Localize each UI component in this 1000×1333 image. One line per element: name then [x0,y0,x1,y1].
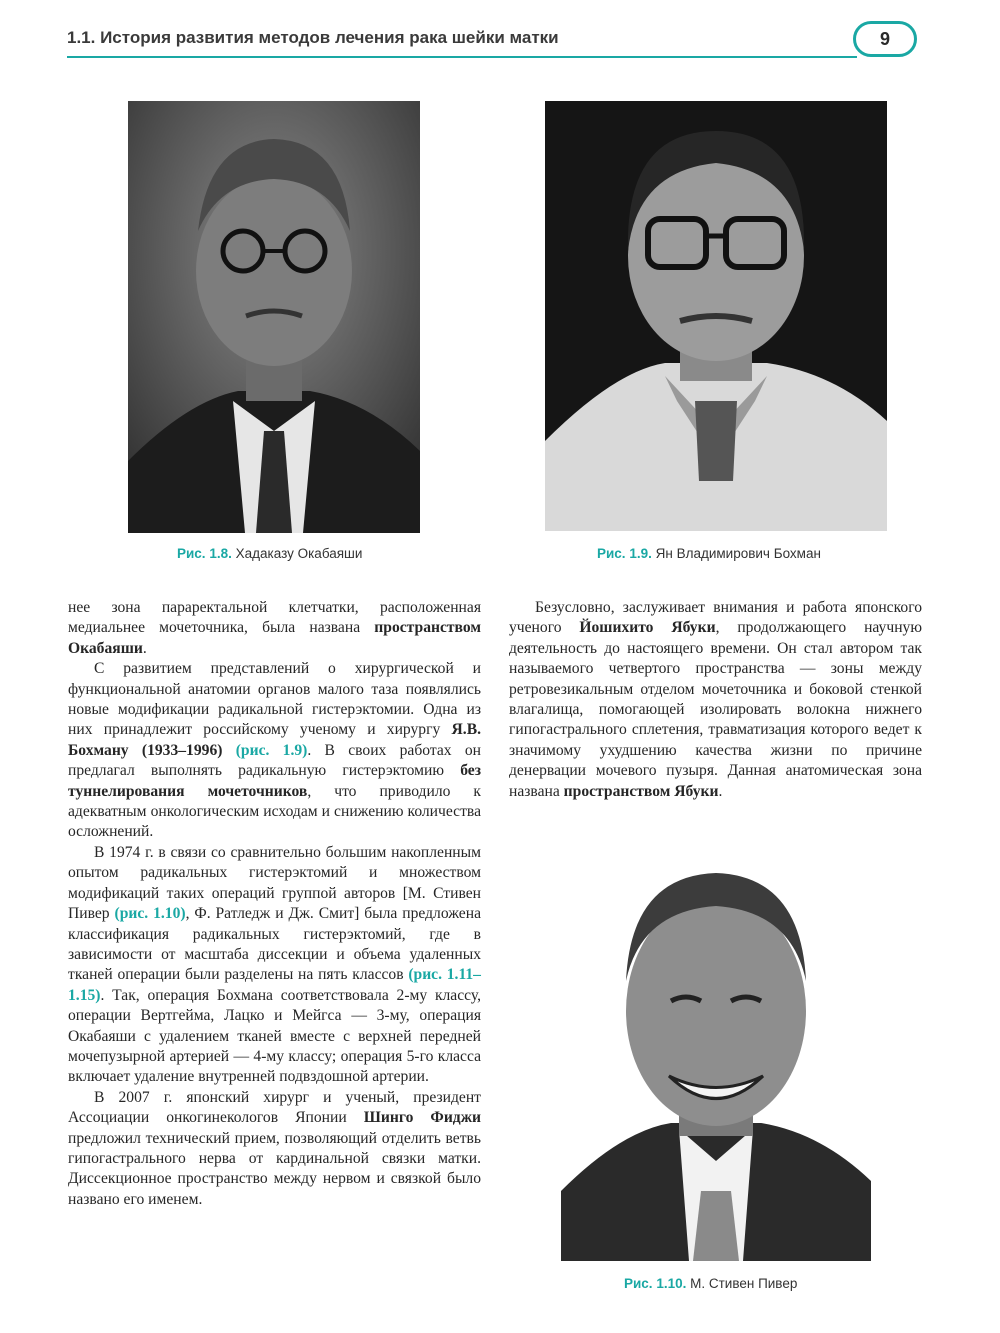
term: Шинго Фиджи [363,1109,481,1127]
header-divider [67,56,857,58]
term: пространством Ябуки [563,782,719,800]
page-number-badge: 9 [853,21,917,57]
portrait-photo-bokhman [545,101,887,531]
portrait-photo-okabayashi [128,101,420,533]
figure-caption-1-8 [177,546,362,561]
figure-label: Рис. 1.10. [624,1276,687,1291]
paragraph: Безусловно, заслуживает внимания и работа японского ученого Йошихито Ябуки, продолжающего научную деятельность до настоящего времени. Он стал автором так называемого четвертого пространства — зоны между ретровезикальным отделом мочеточника и боковой стенкой влагалища, помогающей изолировать волокна нижнего гипогастрального сплетения, травматизация которого ведет к значимому ухудшению качества жизни по причине денервации мочевого пузыря. Данная анатомическая зона названа пространством Ябуки. [509,599,922,800]
term: Я.В. Бохману (1933–1996) [68,721,481,759]
term: пространством Окабаяши [68,619,481,657]
figure-reference-link[interactable]: (рис. 1.10) [114,905,186,923]
term: Йошихито Ябуки [579,619,716,637]
paragraph: В 1974 г. в связи со сравнительно большим накопленным опытом радикальных гистерэктомий и множеством модификаций таких операций группой авторов [М. Стивен Пивер (рис. 1.10), Ф. Ратледж и Дж. Смит] была предложена классификация радикальных гистерэктомий, где в зависимости от масштаба диссекции и объема удаленных тканей операции были разделены на пять классов (рис. 1.11–1.15). Так, операция Бохмана соответствовала 2-му классу, операции Вертгейма, Лацко и Мейгса — 3-му, операция Окабаяши с удалением тканей вместе с верхней передней мочепузырной артерией — 4-му классу; операция 5-го класса включает удаление внутренней подвздошной артерии. [68,843,481,1086]
right-text-column [509,598,922,802]
paragraph: С развитием представлений о хирургической и функциональной анатомии органов малого таза появлялись новые модификации радикальной гистерэктомии. Одна из них принадлежит российскому ученому и хирургу Я.В. Бохману (1933–1996) (рис. 1.9). В своих работах он предлагал выполнять радикальную гистерэктомию без туннелирования мочеточников, что приводило к адекватным онкологическим исходам и снижению количества осложнений. [68,660,481,841]
paragraph: В 2007 г. японский хирург и ученый, президент Ассоциации онкогинекологов Японии Шинго Фиджи предложил технический прием, позволяющий отделить ветвь гипогастрального нерва от кардинальной связки матки. Диссекционное пространство между нервом и связкой было названо его именем. [68,1088,481,1208]
figure-label: Рис. 1.8. [177,546,232,561]
figure-caption-text: Хадаказу Окабаяши [235,546,363,561]
page-header-title: 1.1. История развития методов лечения рака шейки матки [67,28,559,47]
figure-caption-text: Ян Владимирович Бохман [655,546,821,561]
paragraph: нее зона параректальной клетчатки, расположенная медиальнее мочеточника, была названа пространством Окабаяши. [68,599,481,657]
figure-caption-1-10 [624,1276,797,1291]
figure-reference-link[interactable]: (рис. 1.9) [235,741,308,759]
portrait-photo-piver [561,861,871,1261]
figure-caption-text: М. Стивен Пивер [690,1276,798,1291]
left-text-column [68,598,481,1210]
term: без туннелирования мочеточников [68,762,481,800]
figure-caption-1-9 [597,546,821,561]
figure-label: Рис. 1.9. [597,546,652,561]
figure-reference-link[interactable]: (рис. 1.11–1.15) [68,966,481,1004]
